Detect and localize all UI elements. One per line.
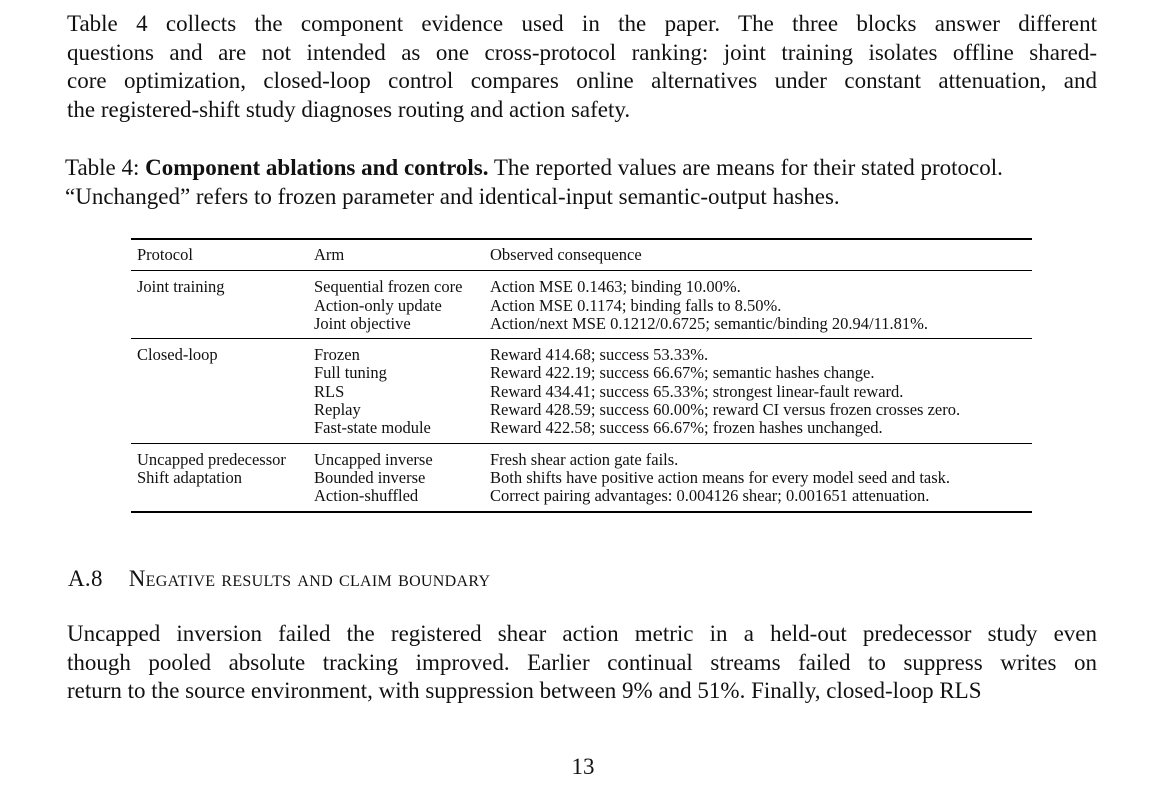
table-row xyxy=(131,271,1032,297)
cell-protocol xyxy=(131,401,308,419)
header-protocol: Protocol xyxy=(137,245,193,264)
cell-arm: Bounded inverse xyxy=(314,467,426,487)
page-number: 13 xyxy=(571,754,595,779)
intro-line: questions and are not intended as one cross-protocol ranking: joint training isolates offline shared- xyxy=(67,39,1097,65)
cell-arm: Sequential frozen core xyxy=(314,277,463,297)
body-line: though pooled absolute tracking improved. Earlier continual streams failed to suppress writes on xyxy=(67,649,1097,675)
body-line: return to the source environment, with suppression between 9% and 51%. Finally, closed-loop RLS xyxy=(67,678,982,704)
cell-arm: Full tuning xyxy=(314,363,387,383)
cell-protocol xyxy=(131,487,308,511)
cell-protocol xyxy=(131,419,308,443)
cell-arm: Frozen xyxy=(314,345,360,365)
intro-line: core optimization, closed-loop control compares online alternatives under constant attenuation, and xyxy=(67,68,1097,94)
cell-protocol: Joint training xyxy=(137,277,225,297)
intro-paragraph xyxy=(67,10,1097,125)
cell-arm: Action-only update xyxy=(314,295,442,315)
caption-title: Component ablations and controls. xyxy=(145,155,489,180)
cell-arm: Uncapped inverse xyxy=(314,449,433,469)
section-title: Negative results and claim boundary xyxy=(128,566,491,591)
cell-protocol xyxy=(131,297,308,315)
header-consequence: Observed consequence xyxy=(490,245,642,264)
table-row xyxy=(131,443,1032,469)
cell-consequence: Correct pairing advantages: 0.004126 shear; 0.001651 attenuation. xyxy=(490,486,930,506)
table-row xyxy=(131,487,1032,511)
table-row xyxy=(131,297,1032,315)
intro-line: the registered-shift study diagnoses routing and action safety. xyxy=(67,97,631,123)
cell-consequence: Reward 422.19; success 66.67%; semantic hashes change. xyxy=(490,363,875,383)
table-row xyxy=(131,364,1032,382)
section-heading xyxy=(68,566,490,592)
table-row xyxy=(131,401,1032,419)
header-arm: Arm xyxy=(314,245,345,264)
table-group xyxy=(131,339,1032,443)
cell-consequence: Reward 434.41; success 65.33%; strongest linear-fault reward. xyxy=(490,381,904,401)
cell-protocol: Closed-loop xyxy=(137,345,218,365)
table-row xyxy=(131,419,1032,443)
cell-arm: RLS xyxy=(314,381,345,401)
cell-consequence: Reward 422.58; success 66.67%; frozen hashes unchanged. xyxy=(490,418,883,438)
cell-consequence: Fresh shear action gate fails. xyxy=(490,449,679,469)
cell-consequence: Reward 414.68; success 53.33%. xyxy=(490,345,709,365)
cell-arm: Action-shuffled xyxy=(314,486,419,506)
cell-protocol xyxy=(131,364,308,382)
table-row xyxy=(131,469,1032,487)
caption-text: The reported values are means for their stated protocol. xyxy=(493,155,1003,180)
cell-consequence: Action MSE 0.1174; binding falls to 8.50%. xyxy=(490,295,782,315)
cell-consequence: Action MSE 0.1463; binding 10.00%. xyxy=(490,277,741,297)
cell-protocol: Shift adaptation xyxy=(137,467,242,487)
cell-arm: Joint objective xyxy=(314,313,411,333)
table-header-row xyxy=(131,239,1032,271)
table-row xyxy=(131,315,1032,339)
cell-arm: Replay xyxy=(314,400,361,420)
body-paragraph xyxy=(67,620,1097,706)
cell-consequence: Both shifts have positive action means for every model seed and task. xyxy=(490,467,951,487)
table-group xyxy=(131,271,1032,339)
caption-text-line2: “Unchanged” refers to frozen parameter and identical-input semantic-output hashes. xyxy=(65,184,840,209)
table-row xyxy=(131,339,1032,365)
ablation-table xyxy=(131,238,1032,513)
cell-protocol xyxy=(131,383,308,401)
table-group xyxy=(131,443,1032,511)
cell-arm: Fast-state module xyxy=(314,418,431,438)
table-row xyxy=(131,383,1032,401)
caption-label: Table 4: xyxy=(65,155,140,180)
body-line: Uncapped inversion failed the registered shear action metric in a held-out predecessor study even xyxy=(67,621,1097,646)
intro-line: Table 4 collects the component evidence used in the paper. The three blocks answer different xyxy=(67,11,1097,36)
section-number: A.8 xyxy=(68,566,103,591)
cell-protocol: Uncapped predecessor xyxy=(137,449,286,469)
table-caption xyxy=(65,153,1105,211)
cell-consequence: Reward 428.59; success 60.00%; reward CI versus frozen crosses zero. xyxy=(490,400,961,420)
cell-protocol xyxy=(131,315,308,339)
cell-consequence: Action/next MSE 0.1212/0.6725; semantic/binding 20.94/11.81%. xyxy=(490,313,928,333)
